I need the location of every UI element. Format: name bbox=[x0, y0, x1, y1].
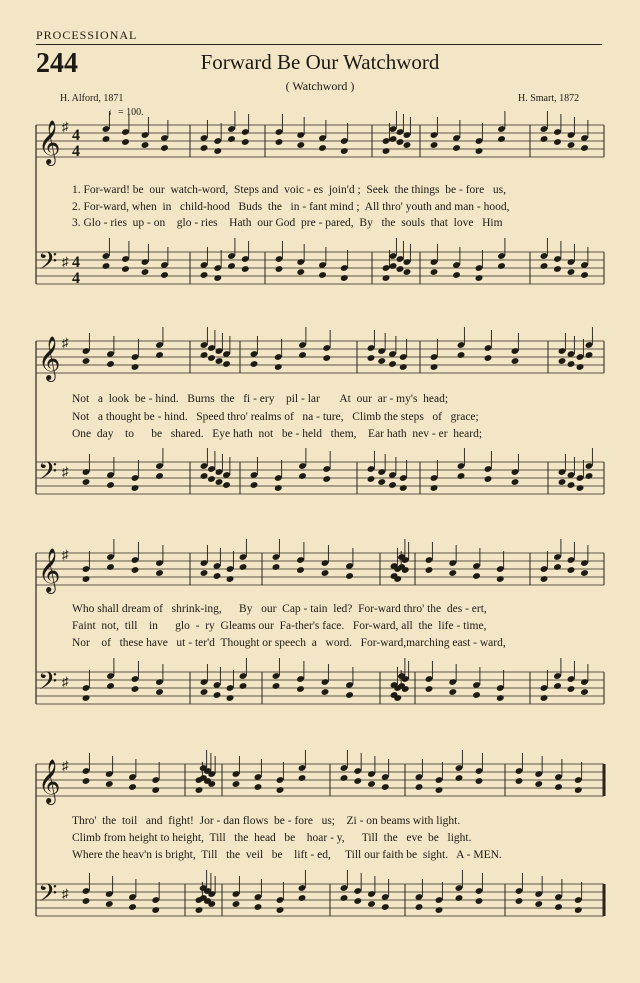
lyric-line: 1. For-ward! be our watch-word, Steps and voic - es join'd ; Seek the things be - fore us, bbox=[72, 184, 506, 196]
treble-clef-icon: 𝄞 bbox=[38, 336, 61, 380]
note-head bbox=[353, 777, 362, 785]
note-head bbox=[381, 903, 390, 911]
sharp-icon: ♯ bbox=[62, 758, 69, 773]
note-head bbox=[232, 900, 241, 908]
note-head bbox=[195, 786, 204, 794]
note-head bbox=[554, 783, 563, 791]
lyric-line: Not a look be - hind. Burns the fi - ery pil - lar At our ar - my's head; bbox=[72, 393, 449, 405]
note-head bbox=[367, 780, 376, 788]
note-head bbox=[435, 786, 444, 794]
lyric-line: Where the heav'n is bright, Till the veil be lift - ed, Till our faith be sight. A - MEN. bbox=[72, 849, 502, 861]
lyric-line: One day to be shared. Eye hath not be - held them, Ear hath nev - er heard; bbox=[72, 428, 483, 440]
note-head bbox=[475, 777, 484, 785]
note-head bbox=[340, 774, 349, 782]
lyric-line: Who shall dream of shrink-ing, By our Cap - tain led? For-ward thro' the des - ert, bbox=[72, 603, 487, 615]
note-head bbox=[82, 777, 91, 785]
sharp-icon: ♯ bbox=[62, 547, 69, 562]
time-signature: 4 bbox=[72, 254, 80, 271]
sharp-icon: ♯ bbox=[62, 464, 69, 479]
note-head bbox=[298, 774, 307, 782]
note-head bbox=[574, 786, 583, 794]
hymn-number: 244 bbox=[36, 48, 78, 79]
note-head bbox=[151, 786, 160, 794]
bass-clef-icon: 𝄢 bbox=[38, 667, 58, 702]
sharp-icon: ♯ bbox=[62, 674, 69, 689]
note-head bbox=[515, 777, 524, 785]
note-head bbox=[415, 783, 424, 791]
note-head bbox=[381, 783, 390, 791]
time-signature: 4 bbox=[72, 143, 80, 160]
bass-clef-icon: 𝄢 bbox=[38, 247, 58, 282]
note-head bbox=[195, 906, 204, 914]
note-head bbox=[353, 897, 362, 905]
time-signature: 4 bbox=[72, 270, 80, 287]
note-head bbox=[276, 906, 285, 914]
treble-clef-icon: 𝄞 bbox=[38, 548, 61, 592]
lyric-line: Not a thought be - hind. Speed thro' realms of na - ture, Climb the steps of grace; bbox=[72, 411, 479, 423]
note-head bbox=[128, 903, 137, 911]
note-head bbox=[254, 903, 263, 911]
note-head bbox=[128, 783, 137, 791]
lyric-line: Faint not, till in glo - ry Gleams our Fa-ther's face. For-ward, all the life - time, bbox=[72, 620, 487, 632]
bass-clef-icon: 𝄢 bbox=[38, 457, 58, 492]
note-head bbox=[455, 774, 464, 782]
lyric-line: 3. Glo - ries up - on glo - ries Hath our God pre - pared, By the souls that love Him bbox=[72, 217, 503, 229]
note-head bbox=[82, 897, 91, 905]
hymn-title: Forward Be Our Watchword bbox=[200, 50, 440, 74]
note-head bbox=[475, 897, 484, 905]
note-head bbox=[367, 900, 376, 908]
treble-clef-icon: 𝄞 bbox=[38, 120, 61, 164]
note-head bbox=[298, 894, 307, 902]
note-head bbox=[534, 900, 543, 908]
note-head bbox=[415, 903, 424, 911]
note-head bbox=[232, 780, 241, 788]
sharp-icon: ♯ bbox=[62, 886, 69, 901]
note-head bbox=[574, 906, 583, 914]
sharp-icon: ♯ bbox=[62, 119, 69, 134]
note-head bbox=[340, 894, 349, 902]
note-head bbox=[554, 903, 563, 911]
sharp-icon: ♯ bbox=[62, 254, 69, 269]
tempo-marking: ♩= 100. bbox=[108, 107, 144, 118]
sharp-icon: ♯ bbox=[62, 335, 69, 350]
note-head bbox=[455, 894, 464, 902]
note-head bbox=[276, 786, 285, 794]
lyric-line: Climb from height to height, Till the head be hoar - y, Till the eve be light. bbox=[72, 832, 472, 844]
section-label: PROCESSIONAL bbox=[36, 28, 138, 42]
note-head bbox=[515, 897, 524, 905]
words-credit: H. Alford, 1871 bbox=[60, 93, 124, 104]
time-signature: 4 bbox=[72, 127, 80, 144]
note-head bbox=[254, 783, 263, 791]
note-head bbox=[534, 780, 543, 788]
note-head bbox=[105, 900, 114, 908]
treble-clef-icon: 𝄞 bbox=[38, 759, 61, 803]
note-head bbox=[105, 780, 114, 788]
music-credit: H. Smart, 1872 bbox=[518, 93, 580, 104]
lyric-line: Thro' the toil and fight! Jor - dan flows be - fore us; Zi - on beams with light. bbox=[72, 815, 461, 827]
lyric-line: Nor of these have ut - ter'd Thought or speech a word. For-ward,marching east - ward, bbox=[72, 637, 506, 649]
tune-name: ( Watchword ) bbox=[285, 79, 355, 93]
note-head bbox=[435, 906, 444, 914]
bass-clef-icon: 𝄢 bbox=[38, 879, 58, 914]
lyric-line: 2. For-ward, when in child-hood Buds the in - fant mind ; All thro' youth and man - hood, bbox=[72, 201, 510, 213]
note-head bbox=[151, 906, 160, 914]
